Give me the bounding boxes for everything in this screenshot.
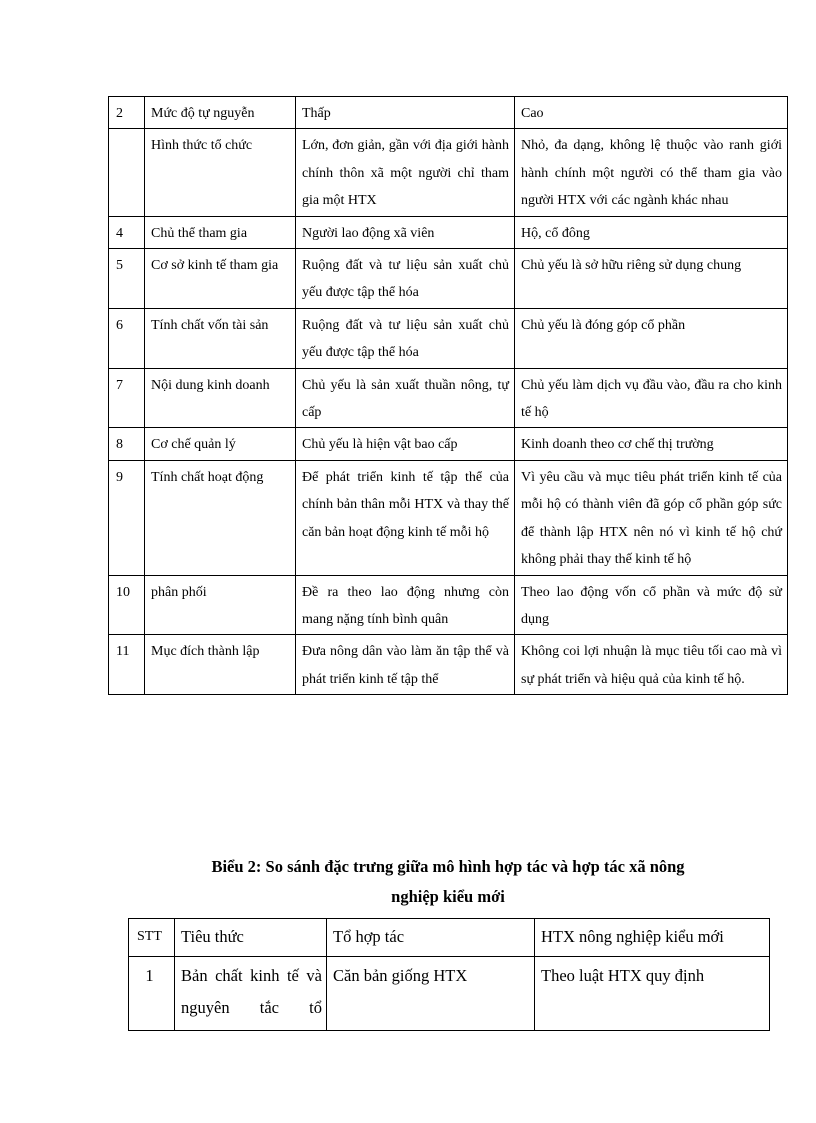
new-cooperative-cell: Theo luật HTX quy định: [535, 957, 770, 1031]
criterion-cell: Bản chất kinh tế và nguyên tắc tổ: [175, 957, 327, 1031]
table-row: [109, 428, 788, 460]
header-stt: STT: [129, 919, 175, 957]
table-row: [109, 308, 788, 368]
old-model-cell: Ruộng đất và tư liệu sản xuất chủ yếu được tập thể hóa: [296, 308, 515, 368]
old-model-cell: Chủ yếu là hiện vật bao cấp: [296, 428, 515, 460]
row-number: 10: [109, 575, 145, 635]
criterion-cell: Mục đích thành lập: [145, 635, 296, 695]
comparison-table-2: [128, 918, 770, 1031]
row-number: 5: [109, 249, 145, 309]
table-row: [109, 575, 788, 635]
table-row: [129, 957, 770, 1031]
row-number: 7: [109, 368, 145, 428]
new-model-cell: Chủ yếu làm dịch vụ đầu vào, đầu ra cho kinh tế hộ: [515, 368, 788, 428]
criterion-cell: Chủ thể tham gia: [145, 216, 296, 248]
criterion-cell: Mức độ tự nguyễn: [145, 97, 296, 129]
row-number: 8: [109, 428, 145, 460]
old-model-cell: Đưa nông dân vào làm ăn tập thể và phát triển kinh tế tập thể: [296, 635, 515, 695]
cooperative-group-cell: Căn bản giống HTX: [327, 957, 535, 1031]
criterion-cell: Cơ sở kinh tế tham gia: [145, 249, 296, 309]
criterion-cell: Tính chất vốn tài sản: [145, 308, 296, 368]
header-cooperative-group: Tổ hợp tác: [327, 919, 535, 957]
table-row: [109, 97, 788, 129]
table-row: [109, 216, 788, 248]
new-model-cell: Cao: [515, 97, 788, 129]
criterion-cell: Cơ chế quản lý: [145, 428, 296, 460]
row-number: 11: [109, 635, 145, 695]
row-number: 2: [109, 97, 145, 129]
old-model-cell: Đề ra theo lao động nhưng còn mang nặng tính bình quân: [296, 575, 515, 635]
row-number: 9: [109, 460, 145, 575]
row-number: 6: [109, 308, 145, 368]
header-new-cooperative: HTX nông nghiệp kiểu mới: [535, 919, 770, 957]
criterion-cell: Tính chất hoạt động: [145, 460, 296, 575]
table-header-row: [129, 919, 770, 957]
new-model-cell: Chủ yếu là đóng góp cổ phần: [515, 308, 788, 368]
old-model-cell: Lớn, đơn giản, gần với địa giới hành chính thôn xã một người chỉ tham gia một HTX: [296, 129, 515, 216]
new-model-cell: Theo lao động vốn cổ phần và mức độ sử dụng: [515, 575, 788, 635]
table-row: [109, 129, 788, 216]
old-model-cell: Thấp: [296, 97, 515, 129]
old-model-cell: Chủ yếu là sản xuất thuần nông, tự cấp: [296, 368, 515, 428]
table-row: [109, 249, 788, 309]
new-model-cell: Kinh doanh theo cơ chế thị trường: [515, 428, 788, 460]
new-model-cell: Hộ, cổ đông: [515, 216, 788, 248]
criterion-cell: phân phối: [145, 575, 296, 635]
table-caption: [128, 852, 768, 912]
old-model-cell: Người lao động xã viên: [296, 216, 515, 248]
row-number: 1: [129, 957, 175, 1031]
new-model-cell: Chủ yếu là sở hữu riêng sử dụng chung: [515, 249, 788, 309]
criterion-cell: Hình thức tổ chức: [145, 129, 296, 216]
caption-line-2: nghiệp kiểu mới: [391, 887, 505, 906]
old-model-cell: Để phát triển kinh tế tập thể của chính bản thân mỗi HTX và thay thế căn bản hoạt động kinh tế mỗi hộ: [296, 460, 515, 575]
new-model-cell: Không coi lợi nhuận là mục tiêu tối cao mà vì sự phát triển và hiệu quả của kinh tế hộ.: [515, 635, 788, 695]
new-model-cell: Vì yêu cầu và mục tiêu phát triển kinh tế của mỗi hộ có thành viên đã góp cổ phần góp sức để thành lập HTX nên nó vì kinh tế hộ chứ không phải thay thế kinh tế hộ: [515, 460, 788, 575]
table-row: [109, 635, 788, 695]
row-number: 4: [109, 216, 145, 248]
table-row: [109, 460, 788, 575]
caption-line-1: Biểu 2: So sánh đặc trưng giữa mô hình hợp tác và hợp tác xã nông: [211, 857, 685, 876]
row-number: [109, 129, 145, 216]
criterion-cell: Nội dung kinh doanh: [145, 368, 296, 428]
comparison-table-continued: [108, 96, 788, 695]
header-criterion: Tiêu thức: [175, 919, 327, 957]
new-model-cell: Nhỏ, đa dạng, không lệ thuộc vào ranh giới hành chính một người có thể tham gia vào người HTX với các ngành khác nhau: [515, 129, 788, 216]
old-model-cell: Ruộng đất và tư liệu sản xuất chủ yếu được tập thể hóa: [296, 249, 515, 309]
table-row: [109, 368, 788, 428]
